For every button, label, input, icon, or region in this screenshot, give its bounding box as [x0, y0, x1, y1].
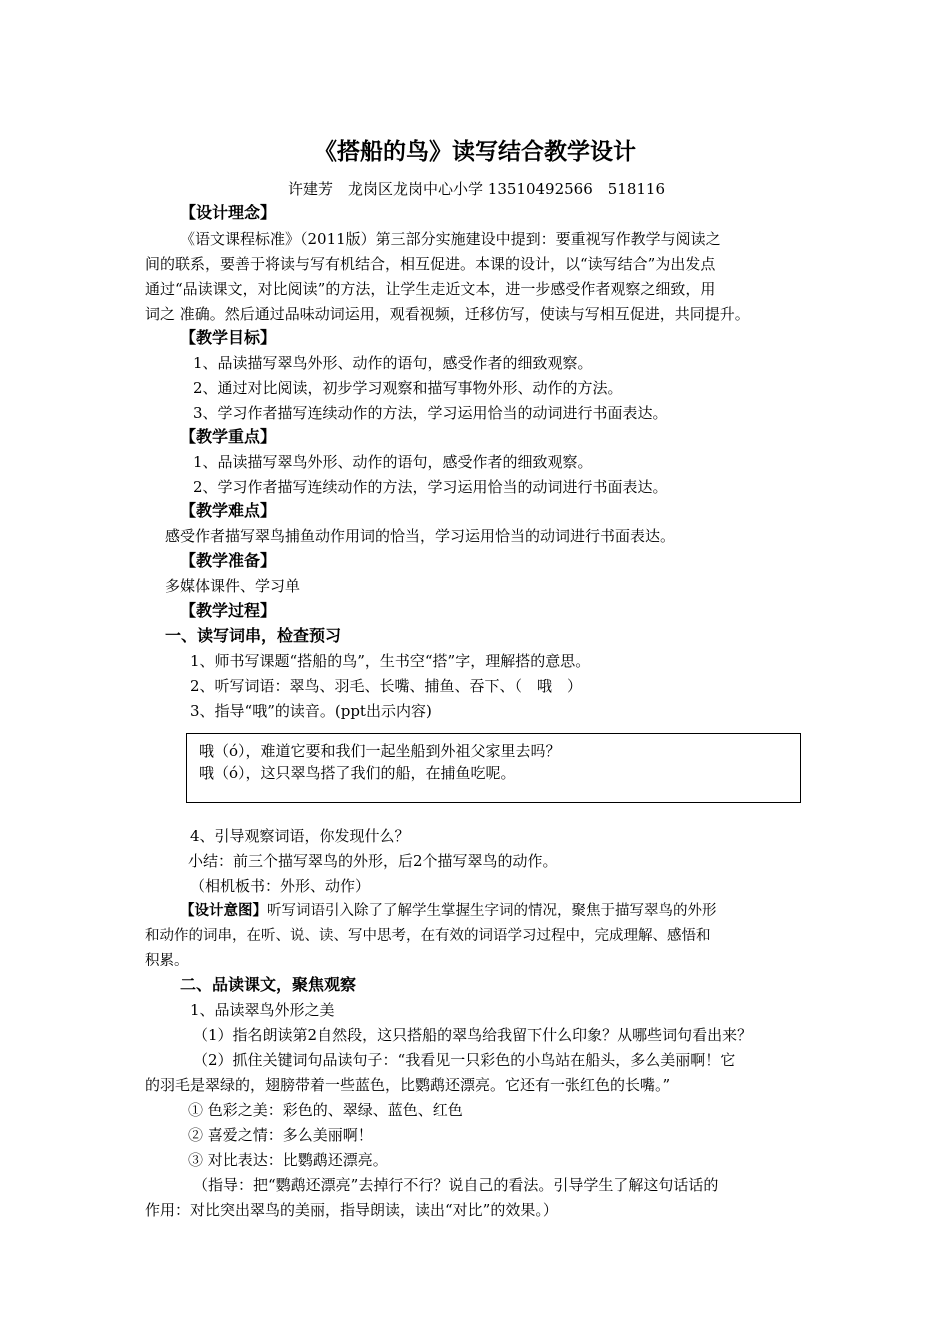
- heading-preparation: 【教学准备】: [180, 551, 277, 570]
- heading-goals: 【教学目标】: [180, 328, 277, 347]
- heading-process: 【教学过程】: [180, 601, 277, 620]
- step2-item: （1）指名朗读第2自然段，这只搭船的翠鸟给我留下什么印象？从哪些词句看出来？: [193, 1026, 753, 1044]
- step2-point: ② 喜爱之情：多么美丽啊！: [188, 1126, 373, 1144]
- step2-heading: 二、品读课文，聚焦观察: [180, 975, 357, 994]
- design-intent-text: 听写词语引入除了了解学生掌握生字词的情况，聚焦于描写翠鸟的外形: [267, 903, 717, 919]
- design-intent-line: 积累。: [145, 953, 189, 969]
- difficulty-text: 感受作者描写翠鸟捕鱼动作用词的恰当，学习运用恰当的动词进行书面表达。: [165, 527, 676, 545]
- goal-item: 1、品读描写翠鸟外形、动作的语句，感受作者的细致观察。: [193, 354, 593, 372]
- step2-item: （指导：把“鹦鹉还漂亮”去掉行不行？说自己的看法。引导学生了解这句话话的: [193, 1176, 719, 1194]
- step1-heading: 一、读写词串，检查预习: [165, 626, 342, 645]
- design-intent-label: 【设计意图】: [180, 903, 267, 919]
- key-item: 1、品读描写翠鸟外形、动作的语句，感受作者的细致观察。: [193, 453, 593, 471]
- ppt-line: 哦（ó），难道它要和我们一起坐船到外祖父家里去吗？: [199, 742, 561, 760]
- step1-item: 2、听写词语：翠鸟、羽毛、长嘴、捕鱼、吞下、（ 哦 ）: [190, 677, 583, 695]
- step2-item: 的羽毛是翠绿的，翅膀带着一些蓝色，比鹦鹉还漂亮。它还有一张红色的长嘴。”: [145, 1076, 671, 1094]
- heading-concept: 【设计理念】: [180, 203, 277, 222]
- goal-item: 3、学习作者描写连续动作的方法，学习运用恰当的动词进行书面表达。: [193, 404, 668, 422]
- step2-point: ③ 对比表达：比鹦鹉还漂亮。: [188, 1151, 388, 1169]
- design-intent-line: [180, 901, 717, 921]
- concept-line: 通过“品读课文，对比阅读”的方法，让学生走近文本，进一步感受作者观察之细致，用: [145, 280, 716, 298]
- step1-item: 1、师书写课题“搭船的鸟”，生书空“搭”字，理解搭的意思。: [190, 652, 591, 670]
- step1-item: 4、引导观察词语，你发现什么？: [190, 827, 410, 845]
- heading-key-points: 【教学重点】: [180, 427, 277, 446]
- step2-item: （2）抓住关键词句品读句子：“我看见一只彩色的小鸟站在船头，多么美丽啊！它: [193, 1051, 736, 1069]
- step2-item: 作用：对比突出翠鸟的美丽，指导朗读，读出“对比”的效果。）: [145, 1201, 558, 1219]
- design-intent-line: 和动作的词串，在听、说、读、写中思考，在有效的词语学习过程中，完成理解、感悟和: [145, 928, 711, 944]
- preparation-text: 多媒体课件、学习单: [165, 577, 301, 595]
- step2-item: 1、品读翠鸟外形之美: [190, 1001, 335, 1019]
- ppt-content-box: [186, 733, 801, 803]
- goal-item: 2、通过对比阅读，初步学习观察和描写事物外形、动作的方法。: [193, 379, 623, 397]
- heading-difficulty: 【教学难点】: [180, 501, 277, 520]
- concept-line: 间的联系，要善于将读与写有机结合，相互促进。本课的设计，以“读写结合”为出发点: [145, 255, 716, 273]
- concept-line: 词之 准确。然后通过品味动词运用，观看视频，迁移仿写，使读与写相互促进，共同提升。: [145, 305, 750, 323]
- step2-point: ① 色彩之美：彩色的、翠绿、蓝色、红色: [188, 1101, 463, 1119]
- key-item: 2、学习作者描写连续动作的方法，学习运用恰当的动词进行书面表达。: [193, 478, 668, 496]
- author-line: 许建芳 龙岗区龙岗中心小学 13510492566 518116: [288, 180, 666, 198]
- step1-item: 3、指导“哦”的读音。(ppt出示内容): [190, 702, 432, 720]
- ppt-line: 哦（ó），这只翠鸟搭了我们的船，在捕鱼吃呢。: [199, 764, 516, 782]
- document-title: 《搭船的鸟》读写结合教学设计: [314, 139, 636, 165]
- board-note: （相机板书：外形、动作）: [190, 877, 371, 895]
- concept-line: 《语文课程标准》（2011版）第三部分实施建设中提到：要重视写作教学与阅读之: [180, 230, 721, 248]
- summary-line: 小结：前三个描写翠鸟的外形，后2个描写翠鸟的动作。: [188, 852, 558, 870]
